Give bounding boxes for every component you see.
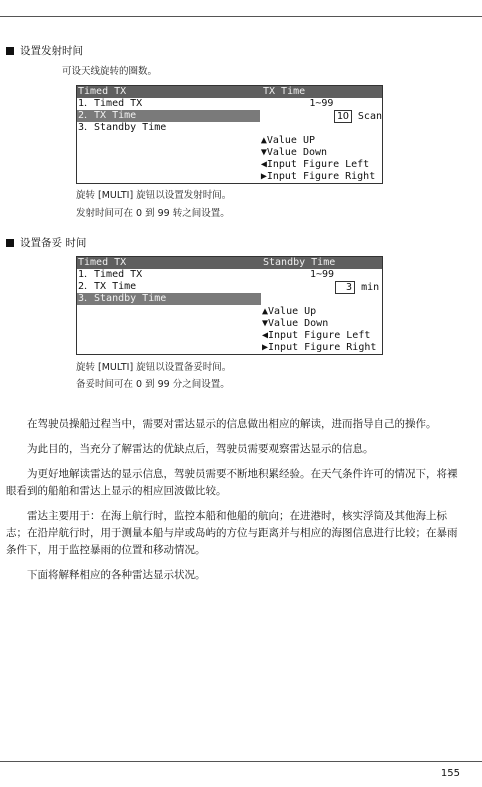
value-unit: Scan [357, 111, 382, 122]
tx-time-screen [76, 85, 383, 184]
help-value-down: ▼Value Down [262, 318, 329, 329]
paragraph: 雷达主要用于：在海上航行时，监控本船和他船的航向；在进港时，核实浮筒及其他海上标志；在沿岸航行时，用于测量本船与岸或岛屿的方位与距离并与相应的海图信息进行比较；在暴雨条件下，用于监控暴雨的位置和移动情况。 [6, 510, 458, 556]
help-value-up: ▲Value UP [260, 135, 316, 146]
paragraph: 下面将解释相应的各种雷达显示状况。 [27, 569, 206, 581]
top-rule [0, 16, 482, 17]
page-number: 155 [440, 768, 460, 779]
screen-menu [77, 98, 260, 183]
menu-item-tx-time[interactable]: 2．TX Time [78, 281, 137, 292]
section2-heading [6, 236, 86, 250]
menu-item-standby-time[interactable]: 3．Standby Time [78, 122, 167, 133]
screen-titlebar [77, 257, 382, 269]
square-bullet-icon [6, 47, 14, 55]
paragraph: 为更好地解读雷达的显示信息，驾驶员需要不断地积累经验。在天气条件许可的情况下，将裸眼看到的船舶和雷达上显示的相应回波做比较。 [6, 468, 458, 497]
section2-note2: 备妥时间可在 0 到 99 分之间设置。 [76, 379, 230, 390]
value-row [260, 110, 382, 123]
standby-time-screen [76, 256, 383, 355]
help-figure-left: ◀Input Figure Left [260, 159, 370, 170]
help-value-down: ▼Value Down [260, 147, 328, 158]
menu-item-timed-tx[interactable]: 1．Timed TX [78, 269, 143, 280]
bottom-rule [0, 761, 482, 762]
body-text [6, 416, 462, 584]
value-row [261, 281, 382, 294]
menu-item-tx-time[interactable]: 2．TX Time [77, 110, 260, 122]
screen-title-left: Timed TX [78, 257, 127, 268]
section1-note1: 旋转 [MULTI] 旋钮以设置发射时间。 [76, 190, 232, 201]
section2-heading-text: 设置备妥 时间 [20, 237, 87, 249]
value-range: 1~99 [309, 269, 335, 280]
paragraph: 为此目的，当充分了解雷达的优缺点后，驾驶员需要观察雷达显示的信息。 [27, 443, 374, 455]
help-value-up: ▲Value Up [262, 306, 317, 317]
menu-item-timed-tx[interactable]: 1．Timed TX [78, 98, 143, 109]
value-range: 1~99 [309, 98, 334, 109]
screen-titlebar [77, 86, 382, 98]
screen-title-left: Timed TX [78, 86, 127, 97]
value-field[interactable]: 3 [335, 281, 355, 294]
screen-title-right: TX Time [263, 86, 306, 97]
paragraph: 在驾驶员操船过程当中，需要对雷达显示的信息做出相应的解读，进而指导自己的操作。 [27, 418, 437, 430]
section1-heading [6, 44, 83, 58]
screen-menu [77, 269, 261, 354]
screen-title-right: Standby Time [263, 257, 336, 268]
menu-item-standby-time[interactable]: 3．Standby Time [77, 293, 261, 305]
square-bullet-icon [6, 239, 14, 247]
section1-intro: 可设天线旋转的圈数。 [62, 66, 158, 77]
section2-note1: 旋转 [MULTI] 旋钮以设置备妥时间。 [76, 362, 232, 373]
help-figure-right: ▶Input Figure Right [262, 342, 377, 353]
screen-value-panel [260, 98, 382, 183]
screen-value-panel [261, 269, 382, 354]
value-unit: min [361, 282, 380, 293]
value-field[interactable]: 1O [334, 110, 352, 123]
section1-note2: 发射时间可在 0 到 99 转之间设置。 [76, 208, 230, 219]
section1-heading-text: 设置发射时间 [20, 45, 83, 57]
help-figure-left: ◀Input Figure Left [262, 330, 371, 341]
help-figure-right: ▶Input Figure Right [260, 171, 376, 182]
